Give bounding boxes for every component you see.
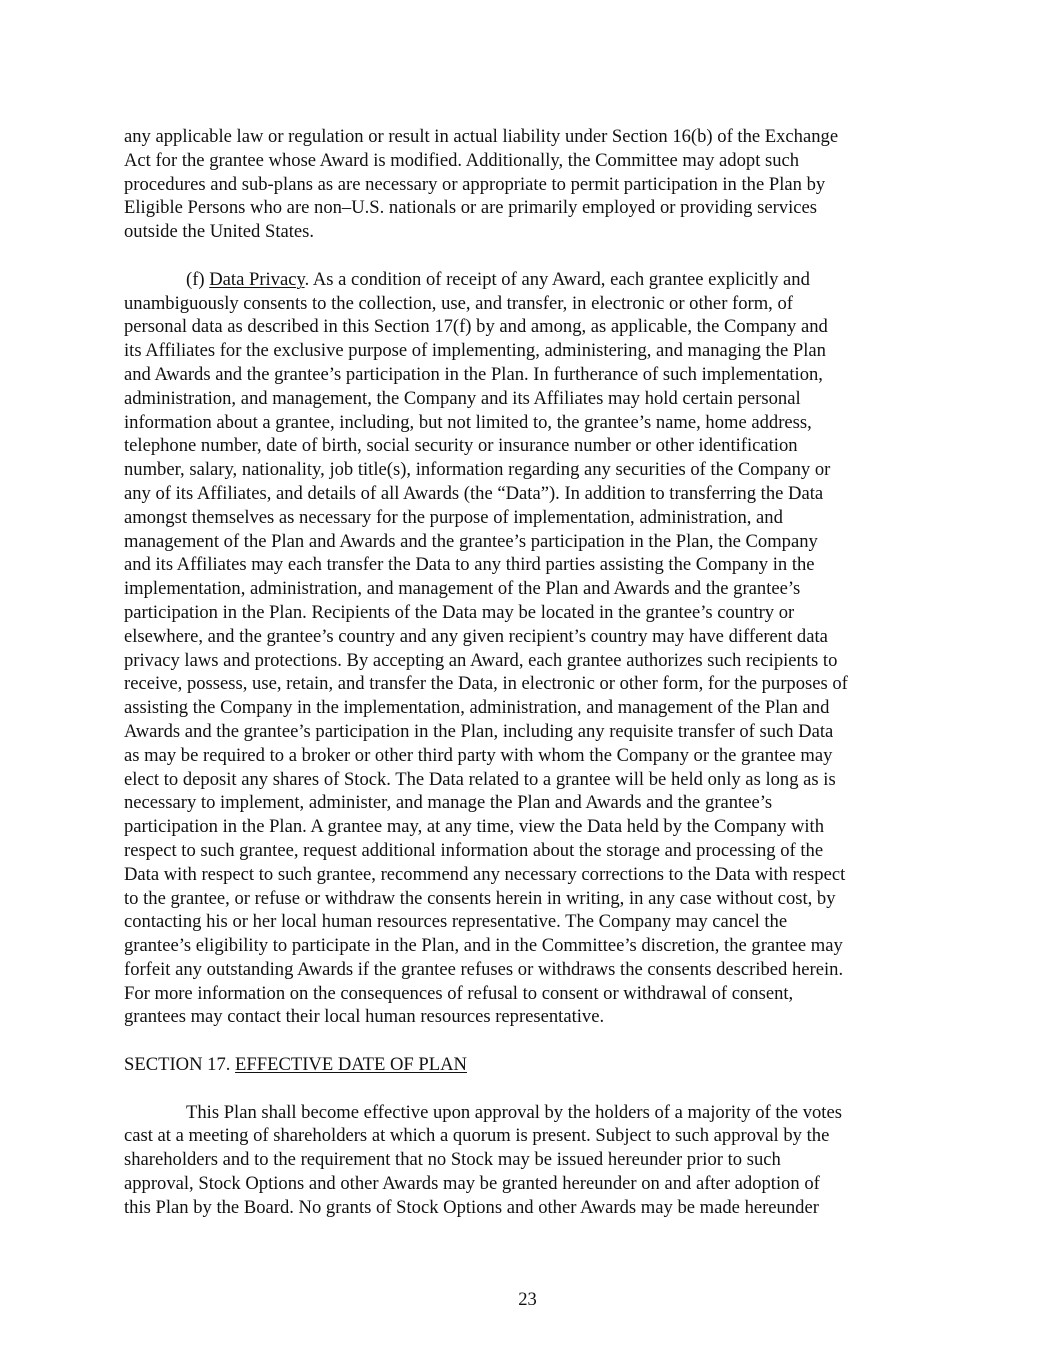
text-line: telephone number, date of birth, social security or insurance number or other identification — [124, 435, 798, 457]
text-line: this Plan by the Board. No grants of Stock Options and other Awards may be made hereunder — [124, 1196, 819, 1218]
text-line: unambiguously consents to the collection, use, and transfer, in electronic or other form, of — [124, 292, 793, 314]
text-line: participation in the Plan. Recipients of the Data may be located in the grantee’s country or — [124, 601, 795, 623]
text-line: shareholders and to the requirement that no Stock may be issued hereunder prior to such — [124, 1149, 781, 1171]
subsection-marker: (f) — [186, 268, 210, 290]
data-privacy-paragraph — [124, 268, 936, 1030]
text-line: and its Affiliates may each transfer the Data to any third parties assisting the Company in the — [124, 554, 815, 576]
paragraph-gap — [124, 1029, 936, 1053]
text-line: its Affiliates for the exclusive purpose of implementing, administering, and managing the Plan — [124, 340, 826, 362]
effective-date-paragraph — [124, 1101, 936, 1220]
text-line: cast at a meeting of shareholders at which a quorum is present. Subject to such approval by the — [124, 1125, 830, 1147]
text-line: approval, Stock Options and other Awards may be granted hereunder on and after adoption of — [124, 1173, 820, 1195]
text-line: Eligible Persons who are non–U.S. nationals or are primarily employed or providing services — [124, 197, 817, 219]
page-number: 23 — [518, 1289, 537, 1310]
text-line: and Awards and the grantee’s participation in the Plan. In furtherance of such implementation, — [124, 363, 823, 385]
text-line: administration, and management, the Company and its Affiliates may hold certain personal — [124, 387, 801, 409]
text-line: grantees may contact their local human resources representative. — [124, 1006, 605, 1028]
text-line: grantee’s eligibility to participate in the Plan, and in the Committee’s discretion, the grantee may — [124, 935, 843, 957]
paragraph-gap — [124, 244, 936, 268]
data-privacy-heading: Data Privacy — [209, 268, 305, 290]
data-privacy-first-line — [124, 268, 936, 292]
text-line: to the grantee, or refuse or withdraw the consents herein in writing, in any case without cost, by — [124, 887, 836, 909]
section-heading-line — [124, 1053, 936, 1077]
text-line: contacting his or her local human resources representative. The Company may cancel the — [124, 911, 788, 933]
text-line: necessary to implement, administer, and manage the Plan and Awards and the grantee’s — [124, 792, 773, 814]
text-line: privacy laws and protections. By accepting an Award, each grantee authorizes such recipients to — [124, 649, 838, 671]
text-line: For more information on the consequences of refusal to consent or withdrawal of consent, — [124, 982, 794, 1004]
text-line: outside the United States. — [124, 221, 315, 243]
text-line: implementation, administration, and management of the Plan and Awards and the grantee’s — [124, 578, 801, 600]
section-title: EFFECTIVE DATE OF PLAN — [235, 1054, 467, 1076]
text-line: Awards and the grantee’s participation in the Plan, including any requisite transfer of such Data — [124, 720, 834, 742]
text-line: elect to deposit any shares of Stock. The Data related to a grantee will be held only as long as is — [124, 768, 836, 790]
text-line: Act for the grantee whose Award is modified. Additionally, the Committee may adopt such — [124, 149, 800, 171]
text-line: any of its Affiliates, and details of all Awards (the “Data”). In addition to transferring the Data — [124, 482, 824, 504]
section-label: SECTION 17. — [124, 1054, 236, 1076]
text-line: respect to such grantee, request additional information about the storage and processing of the — [124, 839, 824, 861]
paragraph-gap — [124, 1077, 936, 1101]
text-line: number, salary, nationality, job title(s), information regarding any securities of the Company or — [124, 459, 831, 481]
page-body — [124, 125, 936, 1220]
text-line: receive, possess, use, retain, and transfer the Data, in electronic or other form, for the purposes of — [124, 673, 848, 695]
text-line: participation in the Plan. A grantee may, at any time, view the Data held by the Company with — [124, 816, 825, 838]
section-17-heading — [124, 1053, 936, 1077]
text-line: as may be required to a broker or other third party with whom the Company or the grantee may — [124, 744, 833, 766]
text-line: personal data as described in this Section 17(f) by and among, as applicable, the Company and — [124, 316, 828, 338]
text-line: management of the Plan and Awards and the grantee’s participation in the Plan, the Company — [124, 530, 818, 552]
text-line: assisting the Company in the implementation, administration, and management of the Plan and — [124, 697, 830, 719]
text-line: any applicable law or regulation or result in actual liability under Section 16(b) of the Exchange — [124, 126, 839, 147]
text-line: information about a grantee, including, but not limited to, the grantee’s name, home address, — [124, 411, 812, 433]
text-fragment: . As a condition of receipt of any Award, each grantee explicitly and — [304, 268, 810, 290]
continuation-paragraph — [124, 125, 936, 244]
text-line: elsewhere, and the grantee’s country and any given recipient’s country may have different data — [124, 625, 828, 647]
text-line: Data with respect to such grantee, recommend any necessary corrections to the Data with respect — [124, 863, 846, 885]
text-line: amongst themselves as necessary for the purpose of implementation, administration, and — [124, 506, 783, 528]
text-line: This Plan shall become effective upon approval by the holders of a majority of the votes — [186, 1101, 842, 1123]
text-line: procedures and sub-plans as are necessary or appropriate to permit participation in the Plan by — [124, 173, 826, 195]
text-line: forfeit any outstanding Awards if the grantee refuses or withdraws the consents described herein. — [124, 958, 844, 980]
